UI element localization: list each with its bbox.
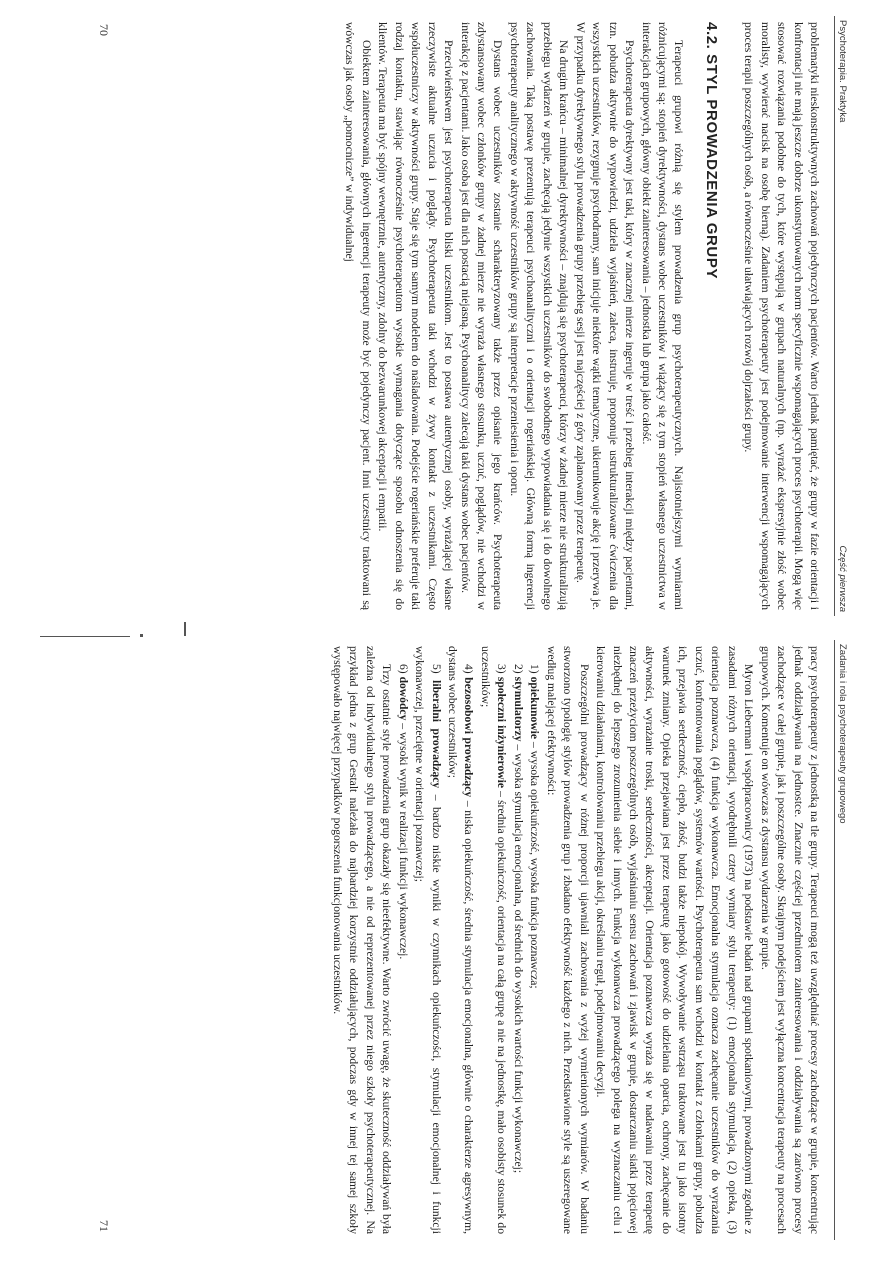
left-page — [90, 16, 850, 616]
running-head — [834, 640, 850, 1240]
paragraph: problematyki nieskonstruktywnych zachowań pojedynczych pacjentów. Warto jednak pamiętać, że grupy w fazie orientacji i konfrontacji nie mają jeszcze dobrze ukonstytuowanych norm specyficznie wspomagających proces psychoterapii. Mogą więc stosować rozwiązania podobne do tych, które występują w grupach naturalnych (np. wyrażać ekspresyjnie złość wobec moralisty, wywierać nacisk na osobę bierną). Zadaniem psychoterapeuty jest podejmowanie interwencji wspomagających proces terapii poszczególnych osób, a równocześnie ułatwiających rozwój dojrzałości grupy. — [742, 22, 821, 610]
paragraph: pracy psychoterapeuty z jednostką na tle grupy. Terapeuci mogą też uwzględniać procesy zachodzące w grupie, koncentrując jednak oddziaływania na jednostce. Znacznie częściej przedmiotem zainteresowania i oddziaływania są zarówno procesy zachodzące w całej grupie, jak i poszczególne osoby. Skrajnym podejściem jest wyłączna koncentracja terapeuty na procesach grupowych. Komentuje on wówczas z dystansu wydarzenia w grupie. — [758, 646, 821, 1234]
list-item — [394, 646, 410, 1234]
list-item-number: 2) — [511, 664, 525, 677]
list-item — [526, 646, 542, 1234]
list-item-number: 5) — [429, 664, 443, 681]
list-item-term: dowódcy — [396, 676, 410, 721]
list-item-number: 6) — [396, 664, 410, 677]
right-page — [90, 640, 850, 1240]
list-item-number: 3) — [495, 664, 509, 677]
scan-artifact — [140, 634, 143, 637]
running-head-part: Część pierwsza — [837, 545, 848, 612]
page-number: 71 — [97, 1220, 111, 1232]
list-item-description: – wysoki wynik w realizacji funkcji wykonawczej. — [396, 720, 410, 960]
running-head-title: Zadania i rola psychoterapeuty grupowego — [837, 644, 848, 824]
list-item-term: liberalni prowadzący — [429, 680, 443, 789]
list-item — [411, 646, 444, 1234]
paragraph: Terapeuci grupowi różnią się stylem prowadzenia grup psychoterapeutycznych. Najistotniejszymi wymiarami różnicującymi są: stopień dyrektywności, dystans wobec uczestników i wiążący się z tym stopień własnego uczestnictwa w interakcjach grupowych, główny obiekt zainteresowania – jednostka lub grupa jako całość. — [639, 22, 686, 610]
right-page-body — [328, 640, 834, 1240]
paragraph: Przeciwieństwem jest psychoterapeuta bliski uczestnikom. Jest to postawa autentycznej osoby, wyrażającej własne rzeczywiste aktualne uczucia i poglądy. Psychoterapeuta taki wchodzi w żywy kontakt z uczestnikami. Często współuczestniczy w aktywności grupy. Staje się tym samym modelem do naśladowania. Podejście rogeriańskie preferuje taki rodzaj kontaktu, stawiając równocześnie psychoterapeutom wysokie wymagania dotyczące sposobu odnoszenia się do klientów. Terapeuta ma być spójny wewnętrznie, autentyczny, zdolny do bezwarunkowej akceptacji i empatii. — [376, 22, 456, 610]
list-item-term: społeczni inżynierowie — [495, 676, 509, 788]
paragraph: Myron Lieberman i współpracownicy (1973) na podstawie badań nad grupami spotkaniowymi, prowadzonymi zgodnie z zasadami różnych orientacji, wyodrębnili cztery wymiary stylu terapeuty: (1) emocjonalna stymulacja, (2) opieka, (3) orientacja poznawcza, (4) funkcja wykonawcza. Emocjonalna stymulacja oznacza zachęcanie uczestników do wyrażania uczuć, konfrontowania poglądów, systemów wartości. Psychoterapeuta sam wchodzi w kontakt z członkami grupy, pobudza ich, przejawia serdeczność, ciepło, złość, budzi także niepokój. Wywoływanie wstrząsu traktowane jest tu jako istotny warunek zmiany. Opieka przejawiana jest przez terapeutę jako gotowość do udzielania oparcia, ochrony, zachęcanie do aktywności, wyrażanie troski, serdeczności, akceptacji. Orientacja poznawcza wyraża się w nadawaniu przez terapeutę znaczeń przeżyciom poszczególnych osób, wyjaśnianiu sensu zachowań i zjawisk w grupie, dostarczaniu siatki pojęciowej niezbędnej do lepszego zrozumienia siebie i innych. Funkcja wykonawcza prowadzącego polega na wyznaczaniu celu i kierowaniu działaniami, kontrolowaniu przebiegu akcji, określaniu reguł, podejmowaniu decyzji. — [594, 646, 756, 1234]
running-head-title: Psychoterapia. Praktyka — [837, 20, 848, 123]
list-item-description: – średnia opiekuńczość, orientacja na całą grupę a nie na jednostkę, mało osobisty stosunek do uczestników; — [478, 646, 509, 1234]
paragraph: Dystans wobec uczestników zostanie scharakteryzowany także przez opisanie jego krańców. Psychoterapeuta zdystansowany wobec członków grupy w żadnej mierze nie wyraża własnego stosunku, uczuć, poglądów, nie wchodzi w interakcję z pacjentami. Jako osoba jest dla nich postacią niejasną. Psychoanalitycy zalecają taki dystans wobec pacjentów. — [458, 22, 505, 610]
leadership-styles-list — [394, 646, 542, 1234]
list-item-description: – bardzo niskie wyniki w czynnikach opiekuńczości, stymulacji emocjonalnej i funkcji wykonawczej, przeciętne w orientacji poznawczej; — [413, 646, 443, 1234]
paragraph: Obiektem zainteresowania, głównych ingerencji terapeuty może być pojedynczy pacjent. Inni uczestnicy traktowani są wówczas jak osoby „pomocnicze” w indywidualnej — [343, 22, 373, 610]
paragraph: Na drugim krańcu – minimalnej dyrektywności – znajdują się psychoterapeuci, którzy w żadnej mierze nie strukturalizują przebiegu wydarzeń w grupie, zachęcają jedynie wszystkich uczestników do swobodnego wypowiadania się i do dowolnego zachowania. Taką postawę prezentują terapeuci psychoanalityczni i o orientacji rogeriańskiej. Główną formą ingerencji psychoterapeuty analitycznego w aktywność uczestników grupy są interpretacje przeniesienia i oporu. — [507, 22, 571, 610]
list-item-number: 4) — [462, 664, 476, 678]
list-item — [476, 646, 509, 1234]
list-item — [509, 646, 525, 1234]
list-item-number: 1) — [528, 664, 542, 677]
paragraph: Trzy ostatnie style prowadzenia grup okazały się nieefektywne. Warto zwrócić uwagę, że skuteczność oddziaływań była zależna od indywidualnego stylu prowadzącego, a nie od reprezentowanej przez niego szkoły psychoterapeutycznej. Na przykład jedna z grup Gestalt należała do najbardziej korzystnie oddziałujących, podczas gdy w innej tej samej szkoły występowało najwięcej przypadków pogorszenia funkcjonowania uczestników. — [330, 646, 394, 1234]
paragraph: Poszczególni prowadzący w różnej proporcji ujawniali zachowania z wyżej wymienionych wymiarów. W badaniu stworzono typologię stylów prowadzenia grup i zbadano efektywność każdego z nich. Przedstawione style są uszeregowane według malejącej efektywności: — [544, 646, 591, 1234]
list-item-description: – wysoka stymulacja emocjonalna, od średnich do wysokich wartości funkcji wykonawczej; — [511, 741, 525, 1174]
section-heading: 4.2. STYL PROWADZENIA GRUPY — [702, 22, 720, 280]
scan-artifact — [40, 636, 130, 637]
paragraph: Psychoterapeuta dyrektywny jest taki, który w znacznej mierze ingeruje w treść i przebieg interakcji między pacjentami, tzn. pobudza aktywnie do wypowiedzi, udziela wyjaśnień, zaleca, instruuje, proponuje ustrukturalizowane ćwiczenia dla wszystkich uczestników, rezygnuje psychodramy, sam inicjuje niektóre wątki tematyczne, ukierunkowuje akcję i przerywa je. W przypadku dyrektywnego stylu prowadzenia grupy przebieg sesji jest najczęściej z góry zaplanowany przez terapeutę. — [573, 22, 637, 610]
list-item-term: bezosobowi prowadzący — [462, 677, 476, 798]
list-item-term: opiekunowie — [528, 676, 542, 740]
scan-artifact — [184, 622, 186, 636]
page-number: 70 — [97, 24, 111, 36]
list-item-term: stymulatorzy — [511, 676, 525, 742]
list-item-description: – wysoka opiekuńczość, wysoka funkcja poznawcza; — [528, 739, 542, 989]
list-item — [444, 646, 477, 1234]
left-page-body — [341, 16, 834, 616]
running-head — [834, 16, 850, 616]
list-item-description: – niska opiekuńczość, średnia stymulacja emocjonalna, głównie o charakterze agresywnym, dystans wobec uczestników; — [446, 646, 476, 1234]
